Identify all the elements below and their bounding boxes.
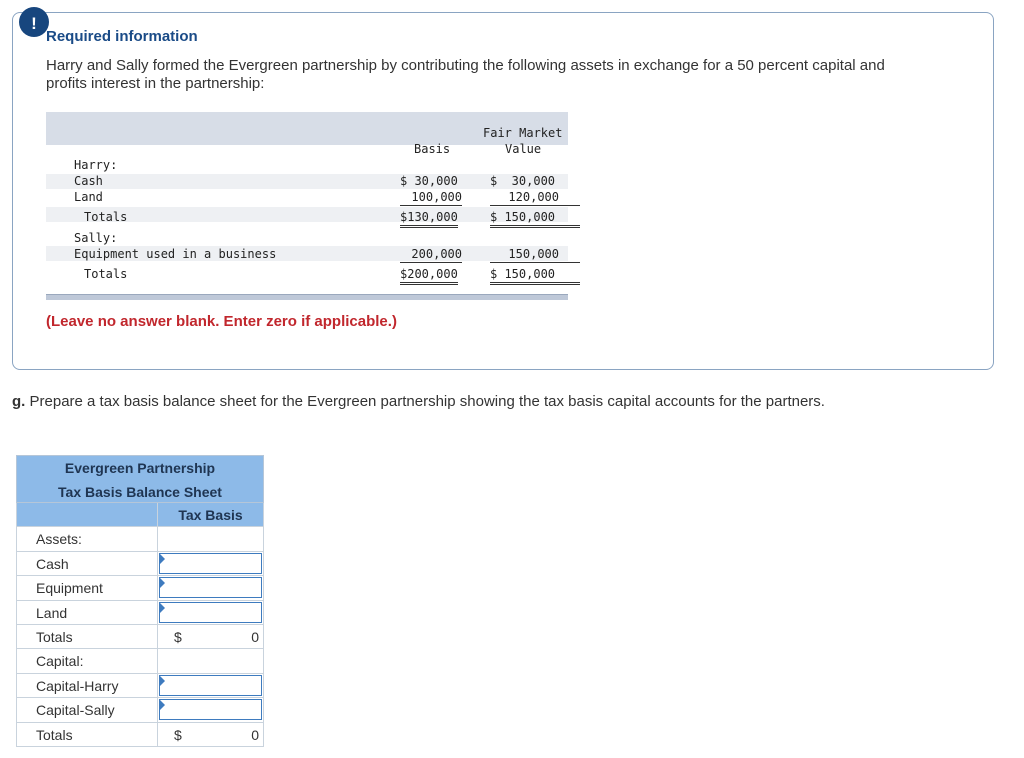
table-row	[16, 723, 264, 747]
question-g	[12, 393, 825, 410]
table-bottom-rule	[46, 294, 568, 300]
capital-totals-value: 0	[251, 726, 259, 743]
cash-tax-basis-input[interactable]	[159, 553, 262, 574]
capital-totals-label: Totals	[16, 723, 158, 746]
harry-totals-basis: $130,000	[400, 210, 458, 228]
capital-harry-label: Capital-Harry	[16, 674, 158, 697]
land-basis: 100,000	[400, 190, 462, 206]
required-information-title: Required information	[46, 28, 198, 45]
capital-section-label: Capital:	[16, 649, 158, 672]
assets-section-label: Assets:	[16, 527, 158, 550]
table-row	[16, 576, 264, 600]
harry-label: Harry:	[74, 158, 118, 172]
balance-sheet-subtitle: Tax Basis Balance Sheet	[58, 484, 222, 500]
harry-totals-label: Totals	[84, 210, 128, 224]
asset-totals-value: 0	[251, 628, 259, 645]
column-header-fmv-line1: Fair Market	[483, 126, 563, 140]
instruction-note: (Leave no answer blank. Enter zero if applicable.)	[46, 313, 397, 330]
problem-intro-text: Harry and Sally formed the Evergreen partnership by contributing the following assets in exchange for a 50 percent capital and profits interest in the partnership:	[46, 57, 885, 92]
table-row	[16, 674, 264, 698]
asset-totals-label: Totals	[16, 625, 158, 648]
equipment-fmv: 150,000	[490, 247, 580, 263]
question-text: Prepare a tax basis balance sheet for the Evergreen partnership showing the tax basis capital accounts for the partners.	[29, 393, 825, 410]
land-label: Land	[74, 190, 103, 204]
cash-basis: $ 30,000	[400, 174, 458, 188]
sally-totals-fmv: $ 150,000	[490, 267, 580, 285]
alert-icon: !	[19, 7, 49, 37]
question-label: g.	[12, 393, 26, 410]
equipment-row-label: Equipment	[16, 576, 158, 599]
balance-sheet-title: Evergreen Partnership	[64, 460, 216, 476]
table-row	[16, 649, 264, 673]
land-fmv: 120,000	[490, 190, 580, 206]
capital-sally-label: Capital-Sally	[16, 698, 158, 721]
equipment-tax-basis-input[interactable]	[159, 577, 262, 598]
capital-totals-currency: $	[174, 726, 182, 743]
column-header-tax-basis: Tax Basis	[158, 503, 264, 526]
asset-totals-currency: $	[174, 628, 182, 645]
table-row	[16, 527, 264, 551]
equipment-basis: 200,000	[400, 247, 462, 263]
sally-label: Sally:	[74, 231, 118, 245]
table-row	[16, 698, 264, 722]
land-tax-basis-input[interactable]	[159, 602, 262, 623]
sally-totals-label: Totals	[84, 267, 128, 281]
contribution-table	[46, 112, 568, 302]
harry-totals-fmv: $ 150,000	[490, 210, 580, 228]
sally-totals-basis: $200,000	[400, 267, 458, 285]
land-row-label: Land	[16, 601, 158, 624]
cash-fmv: $ 30,000	[490, 174, 556, 188]
column-header-basis: Basis	[414, 142, 451, 156]
equipment-label: Equipment used in a business	[74, 247, 277, 261]
table-row	[16, 625, 264, 649]
balance-sheet-table	[16, 455, 264, 747]
capital-sally-input[interactable]	[159, 699, 262, 720]
column-header-fmv-line2: Value	[505, 142, 542, 156]
table-row	[16, 601, 264, 625]
table-row	[16, 552, 264, 576]
column-header-row	[16, 503, 264, 527]
balance-sheet-header	[16, 455, 264, 503]
cash-label: Cash	[74, 174, 103, 188]
cash-row-label: Cash	[16, 552, 158, 575]
capital-harry-input[interactable]	[159, 675, 262, 696]
